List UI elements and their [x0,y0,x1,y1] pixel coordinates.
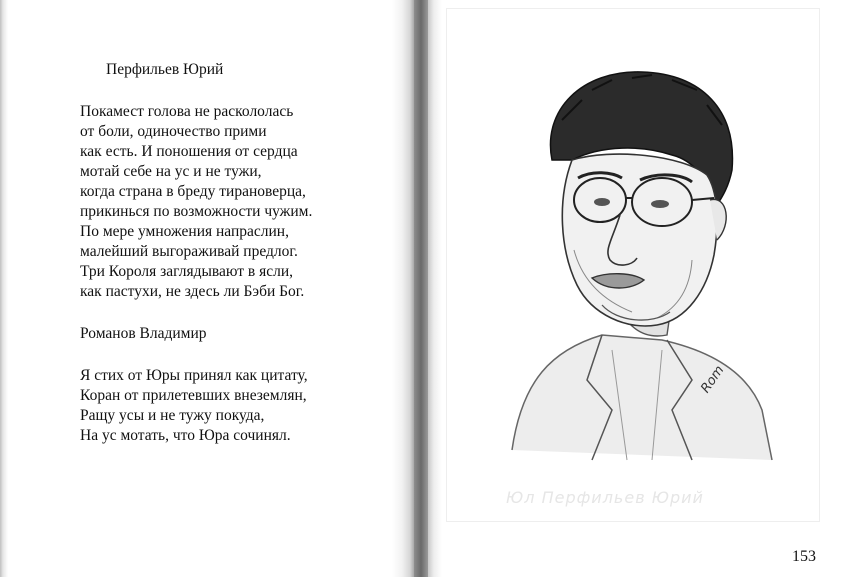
page-number: 153 [792,548,816,565]
poem-line: Ращу усы и не тужу покуда, [80,407,265,424]
eye-right [651,200,669,208]
poem-line: как пастухи, не здесь ли Бэби Бог. [80,283,305,300]
poem-line: Покамест голова не раскололась [80,103,294,120]
author-name-2: Романов Владимир [80,325,207,342]
poem-2 [80,366,400,446]
poem-line: прикинься по возможности чужим. [80,203,313,220]
left-page [0,0,414,577]
artist-signature: Rom [698,363,728,396]
face [562,154,717,326]
poem-1 [80,102,400,302]
caricature-drawing [492,50,792,470]
poem-line: На ус мотать, что Юра сочинял. [80,427,291,444]
author-name-1: Перфильев Юрий [106,61,224,78]
poem-line: Я стих от Юры принял как цитату, [80,367,308,384]
bleed-through-caption: Юл Перфильев Юрий [506,488,704,507]
poem-line: По мере умножения напраслин, [80,223,289,240]
poem-line: как есть. И поношения от сердца [80,143,298,160]
poem-text-block [80,60,400,446]
right-page [428,0,852,577]
poem-line: когда страна в бреду тирановерца, [80,183,306,200]
jacket-outline [512,335,772,460]
poem-line: мотай себе на ус и не тужи, [80,163,262,180]
poem-line: от боли, одиночество прими [80,123,267,140]
poem-line: малейший выгораживай предлог. [80,243,298,260]
poem-line: Три Короля заглядывают в ясли, [80,263,294,280]
book-gutter [414,0,428,577]
poem-line: Коран от прилетевших внеземлян, [80,387,307,404]
eye-left [594,198,610,206]
